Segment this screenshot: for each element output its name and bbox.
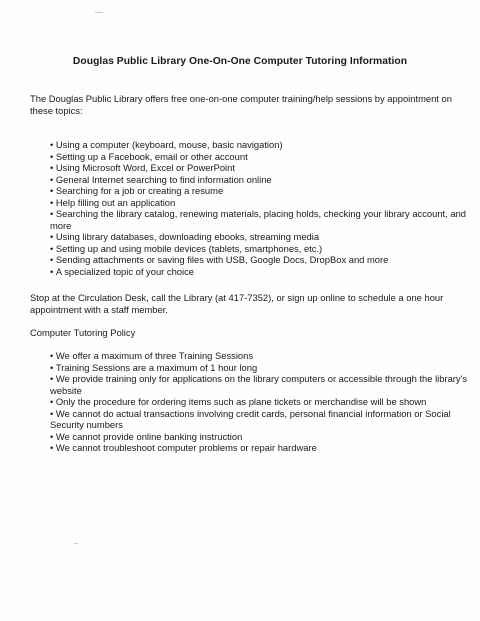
topic-item: • Using a computer (keyboard, mouse, basic navigation) — [50, 139, 470, 151]
topic-item: • Using library databases, downloading ebooks, streaming media — [50, 231, 470, 243]
policy-item: • Only the procedure for ordering items such as plane tickets or merchandise will be shown — [50, 396, 470, 408]
policy-item: • We cannot troubleshoot computer problems or repair hardware — [50, 442, 470, 454]
topic-item: • Using Microsoft Word, Excel or PowerPoint — [50, 162, 470, 174]
policy-item: • We cannot do actual transactions involving credit cards, personal financial information or Social Security numbers — [50, 408, 470, 431]
document-title: Douglas Public Library One-On-One Computer Tutoring Information — [72, 56, 408, 67]
topic-item: • Help filling out an application — [50, 197, 470, 209]
policy-item: • We offer a maximum of three Training Sessions — [50, 350, 470, 362]
topics-list — [50, 139, 470, 277]
policy-list — [50, 350, 470, 454]
policy-heading: Computer Tutoring Policy — [30, 327, 136, 338]
topic-item: • Setting up and using mobile devices (tablets, smartphones, etc.) — [50, 243, 470, 255]
topic-item: • A specialized topic of your choice — [50, 266, 470, 278]
topic-item: • Searching the library catalog, renewing materials, placing holds, checking your library account, and more — [50, 208, 470, 231]
policy-item: • We provide training only for applications on the library computers or accessible through the library's website — [50, 373, 470, 396]
topic-item: • General Internet searching to find information online — [50, 174, 470, 186]
topic-item: • Searching for a job or creating a resume — [50, 185, 470, 197]
scan-speck — [74, 543, 78, 544]
intro-paragraph: The Douglas Public Library offers free one-on-one computer training/help sessions by appointment on these topics: — [30, 93, 452, 116]
topic-item: • Setting up a Facebook, email or other account — [50, 151, 470, 163]
topic-item: • Sending attachments or saving files with USB, Google Docs, DropBox and more — [50, 254, 470, 266]
policy-item: • Training Sessions are a maximum of 1 hour long — [50, 362, 470, 374]
policy-item: • We cannot provide online banking instruction — [50, 431, 470, 443]
scan-speck — [95, 12, 103, 13]
contact-paragraph: Stop at the Circulation Desk, call the Library (at 417-7352), or sign up online to schedule a one hour appointment with a staff member. — [30, 292, 444, 315]
